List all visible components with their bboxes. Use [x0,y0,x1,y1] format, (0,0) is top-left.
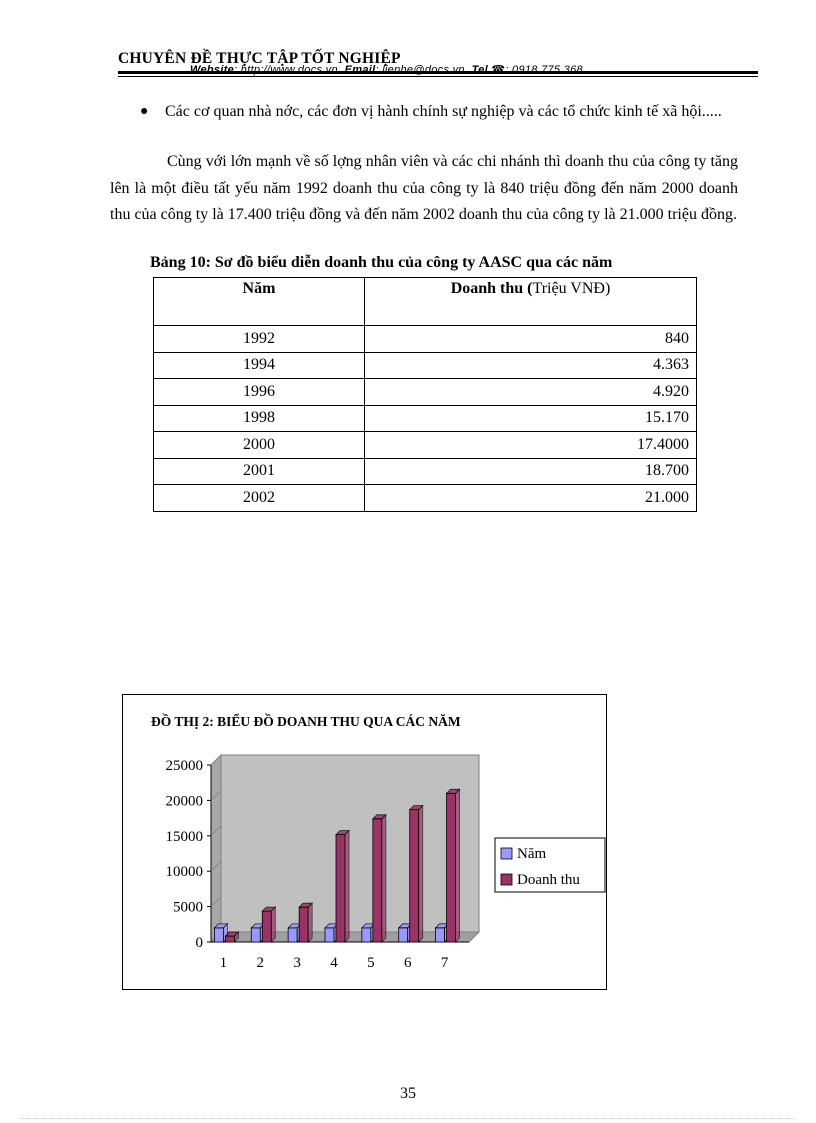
table-row [154,405,697,432]
table-row [154,485,697,512]
chart-back-wall [221,755,479,932]
bar-doanh-thu-3-side [308,903,312,942]
x-tick-label: 1 [219,955,228,971]
year-cell: 1996 [154,379,365,406]
y-tick-label: 10000 [165,864,203,881]
bar-nam-3 [288,928,297,942]
col-revenue-header [365,278,697,326]
phone-icon: ☎ [491,64,506,76]
table-body [154,326,697,512]
bar-nam-1 [214,928,223,942]
table-row [154,432,697,459]
tel-label: Tel [471,64,488,76]
revenue-chart-svg [123,695,606,989]
bar-nam-7 [436,928,445,942]
x-tick-label: 6 [403,955,412,971]
revenue-cell: 840 [365,326,697,353]
y-tick-label: 0 [195,935,203,951]
header-contact [190,63,583,76]
x-tick-label: 3 [293,955,301,971]
table-header-row [154,278,697,326]
year-cell: 1998 [154,405,365,432]
year-cell: 2000 [154,432,365,459]
table-row [154,352,697,379]
bar-doanh-thu-6 [410,810,419,942]
y-tick-label: 5000 [173,899,203,916]
header-title: CHUYÊN ĐỀ THỰC TẬP TỐT NGHIỆP [118,50,401,67]
revenue-cell: 4.363 [365,352,697,379]
chart-side-wall [211,755,221,942]
chart-title: ĐỒ THỊ 2: BIỂU ĐỒ DOANH THU QUA CÁC NĂM [151,714,461,729]
tel-number: : 0918.775.368 [505,64,583,76]
header-rule-thin [118,76,758,77]
y-tick-label: 25000 [165,758,203,774]
legend-label: Năm [517,846,547,862]
legend-swatch [501,874,512,885]
table-row [154,326,697,353]
revenue-cell: 15.170 [365,405,697,432]
year-cell: 2002 [154,485,365,512]
year-cell: 2001 [154,458,365,485]
bullet-text: Các cơ quan nhà nớc, các đơn vị hành chính sự nghiệp và các tổ chức kinh tế xã hội..... [165,103,722,120]
bar-doanh-thu-3 [299,907,308,942]
table-caption: Bảng 10: Sơ đồ biểu diễn doanh thu của công ty AASC qua các năm [150,254,613,271]
y-tick-label: 15000 [165,828,203,845]
bar-nam-4 [325,928,334,942]
bar-doanh-thu-7-side [456,789,460,942]
col-revenue-label: Doanh thu ( [450,280,533,297]
bar-doanh-thu-4-side [345,831,349,942]
legend-label: Doanh thu [517,872,580,888]
bar-doanh-thu-6-side [419,806,423,942]
website-url[interactable]: : http://www.docs.vn [234,64,338,76]
footer-rule [20,1118,796,1119]
bar-doanh-thu-2-side [271,907,275,942]
x-tick-label: 7 [440,955,449,971]
bullet-icon: ● [140,104,149,119]
col-year-header: Năm [154,278,365,326]
bar-doanh-thu-5-side [382,815,386,942]
table-row [154,458,697,485]
revenue-cell: 21.000 [365,485,697,512]
bar-nam-5 [362,928,371,942]
legend-swatch [501,848,512,859]
email-label: Email [344,64,376,76]
body-paragraph: Cùng với lớn mạnh về số lợng nhân viên và các chi nhánh thì doanh thu của công ty tăng lên là một điều tất yếu năm 1992 doanh thu của công ty là 840 triệu đồng đến năm 2000 doanh thu của công ty là 17.400 triệu đồng và đến năm 2002 doanh thu của công ty là 21.000 triệu đồng. [110,153,738,223]
revenue-table [153,277,697,512]
page-number: 35 [400,1085,416,1102]
x-tick-label: 2 [256,955,265,971]
bar-doanh-thu-5 [373,819,382,942]
bar-nam-6 [399,928,408,942]
bar-nam-2 [251,928,260,942]
x-tick-label: 5 [367,955,375,971]
email-address[interactable]: : lienhe@docs.vn [375,64,465,76]
year-cell: 1994 [154,352,365,379]
col-revenue-unit: Triệu VNĐ) [532,280,611,297]
x-tick-label: 4 [330,955,338,971]
bar-doanh-thu-1 [225,936,234,942]
revenue-cell: 17.4000 [365,432,697,459]
bar-doanh-thu-2 [262,911,271,942]
header-rule [118,71,758,74]
y-tick-label: 20000 [165,793,203,810]
revenue-chart [122,694,607,990]
revenue-cell: 4.920 [365,379,697,406]
year-cell: 1992 [154,326,365,353]
bar-doanh-thu-7 [447,793,456,942]
table-row [154,379,697,406]
bar-doanh-thu-4 [336,835,345,942]
revenue-cell: 18.700 [365,458,697,485]
website-label: Website [190,64,235,76]
